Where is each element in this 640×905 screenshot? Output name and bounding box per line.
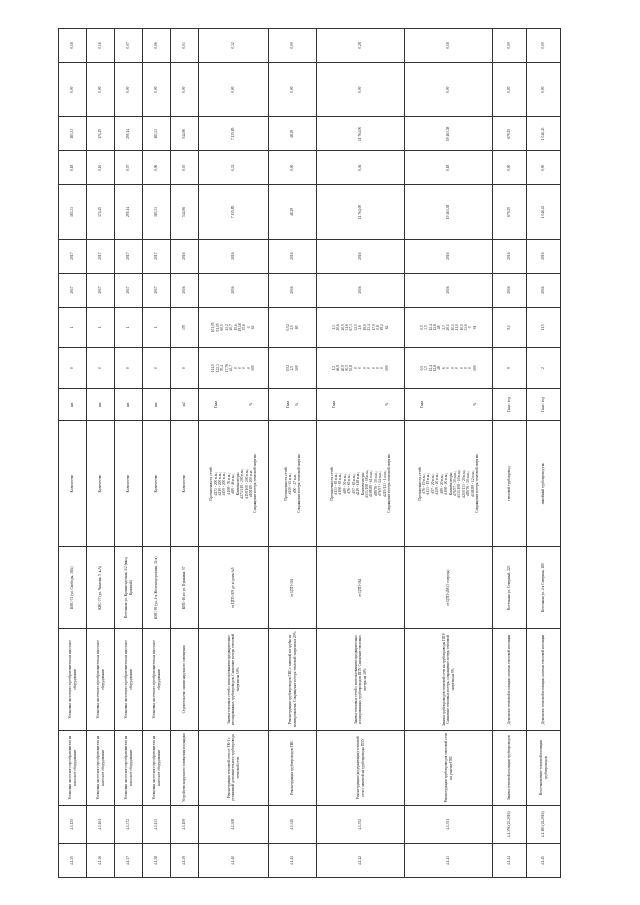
cell-address: Котельная ул. Северный, 223 xyxy=(493,547,527,629)
cell-value-before: 9 xyxy=(493,348,527,389)
cell-cost-total: 174,45 xyxy=(87,185,115,239)
cell-cost-total: 544,96 xyxy=(171,185,199,239)
table-row xyxy=(527,29,561,878)
cell-object-name: Замена тепловой изоляции трубопроводов xyxy=(493,730,527,805)
cell-action-description: Демонтаж тепловой изоляции, монтаж тепловой изоляции xyxy=(493,628,527,730)
cell-indicator: тепловой трубопровод xyxy=(493,420,527,547)
cell-row-number: 4.1.43 xyxy=(405,844,493,878)
cell-value-after: 101,05 91,05 60,5 43,2 40,7 15,6 19,18 35,6 0 62 xyxy=(199,307,269,348)
cell-start-year: 2017 xyxy=(143,273,171,307)
cell-indicator: Количество xyxy=(87,420,115,547)
cell-row-number: 4.1.45 xyxy=(527,844,561,878)
cell-value-before: 2 xyxy=(527,348,561,389)
cell-value-before: 114,5 123,3 70,4 17,76 43,7 0 0 0 0 100 xyxy=(199,348,269,389)
cell-indicator: Количество xyxy=(115,420,143,547)
cell-start-year: 2016 xyxy=(527,273,561,307)
cell-cost-total: 1 046,43 xyxy=(527,185,561,239)
cell-value-before: 0 xyxy=(115,348,143,389)
cell-cost-total: 183,33 xyxy=(143,185,171,239)
cell-value-before: 0,5 3,5 12,4 12,8 48 6 0 0 0 0 0 0 100 xyxy=(405,348,493,389)
cell-value-2: 0,16 xyxy=(87,151,115,185)
cell-value-after: 1 xyxy=(143,307,171,348)
cell-end-year: 2016 xyxy=(269,239,317,273)
cell-value-after: 9,1 xyxy=(493,307,527,348)
cell-value-before: 0 xyxy=(171,348,199,389)
table-body xyxy=(59,29,561,878)
cell-row-code: 4.1.109 xyxy=(171,805,199,843)
cell-value-6: 0,06 xyxy=(143,29,171,63)
cell-value-2: 0,36 xyxy=(317,151,405,185)
cell-cost-total: 7 135,85 xyxy=(199,185,269,239)
cell-indicator: линейный трубопровод гвс xyxy=(527,420,561,547)
cell-row-code: 4.1.135 xyxy=(59,805,87,843)
cell-row-number: 4.1.38 xyxy=(143,844,171,878)
cell-value-2: 0,00 xyxy=(493,151,527,185)
cell-value-5: 0,00 xyxy=(317,63,405,117)
cell-unit: Гкал / год xyxy=(493,389,527,421)
rotated-table-container xyxy=(58,28,618,878)
cell-value-2: 0,07 xyxy=(115,151,143,185)
cell-object-name: Реконструкция (модернизация) тепловой сети с заменой на трубопроводы ППУ xyxy=(317,730,405,805)
cell-end-year: 2016 xyxy=(317,239,405,273)
cell-row-number: 4.1.35 xyxy=(59,844,87,878)
cell-value-5: 0,00 xyxy=(269,63,317,117)
table-row xyxy=(317,29,405,878)
cell-start-year: 2016 xyxy=(493,273,527,307)
cell-start-year: 2017 xyxy=(87,273,115,307)
cell-cost-total: 11 764,00 xyxy=(317,185,405,239)
cell-unit: Гкал / год xyxy=(527,389,561,421)
cell-value-after: 1 xyxy=(59,307,87,348)
cell-value-before: 0 xyxy=(59,348,87,389)
cell-value-2: 0,18 xyxy=(59,151,87,185)
cell-value-after: 0,52 2,5 80 xyxy=(269,307,317,348)
cell-value-before: 0 xyxy=(87,348,115,389)
cell-object-name: Восстановление тепловой изоляции трубопроводов xyxy=(527,730,561,805)
cell-row-code: 4.1.161 xyxy=(87,805,115,843)
table-row xyxy=(493,29,527,878)
cell-value-5: 0,00 xyxy=(171,63,199,117)
cell-action-description: Замена тепловых сетей с использованием предварительно изолированных трубопроводов ППУ. Снижение тепловых потерь на 10% xyxy=(317,628,405,730)
cell-cost-total: 295,14 xyxy=(115,185,143,239)
cell-action-description: Демонтаж тепловой изоляции, монтаж тепловой изоляции xyxy=(527,628,561,730)
cell-start-year: 2016 xyxy=(199,273,269,307)
cell-object-name: Реконструкция трубопроводов тепловой сети на участке ГВС xyxy=(405,730,493,805)
cell-address: КНС-16 по ул. Пушкина, 57 xyxy=(171,547,199,629)
cell-value-6: 0,28 xyxy=(317,29,405,63)
cell-unit: Гкал % xyxy=(405,389,493,421)
cell-value-5: 0,00 xyxy=(527,63,561,117)
cell-end-year: 2016 xyxy=(199,239,269,273)
cell-value-2: 0,00 xyxy=(527,151,561,185)
cell-value-2: 0,03 xyxy=(171,151,199,185)
cell-start-year: 2016 xyxy=(317,273,405,307)
cell-value-2: 0,32 xyxy=(199,151,269,185)
cell-row-code: 4.1.372 xyxy=(115,805,143,843)
cell-address: КНС-77 (ул. Чкалова, 5, к.А) xyxy=(87,547,115,629)
cell-action-description: Установка частотного преобразователя на насосное оборудование xyxy=(59,628,87,730)
investment-program-table xyxy=(58,28,561,878)
cell-action-description: Замена тепловых сетей с использованием предварительно изолированных трубопроводов. Снижение потерь тепловой энергии на 10% xyxy=(199,628,269,730)
cell-unit: шт. xyxy=(143,389,171,421)
cell-cost-total: 679,25 xyxy=(493,185,527,239)
cell-row-number: 4.1.36 xyxy=(87,844,115,878)
cell-object-name: Установка частотного преобразователя на насосное оборудование xyxy=(115,730,143,805)
cell-end-year: 2017 xyxy=(87,239,115,273)
cell-object-name: Установка частотного преобразователя на насосное оборудование xyxy=(87,730,115,805)
cell-cost-financed: 183,33 xyxy=(143,117,171,151)
cell-unit: м2 xyxy=(171,389,199,421)
cell-value-5: 0,00 xyxy=(59,63,87,117)
cell-value-2: 0,18 xyxy=(405,151,493,185)
cell-indicator: Протяженность сетей: d110 - 63 п.м.; d50 - 27 п.м. Сокращение потерь тепловой энергии xyxy=(269,420,317,547)
cell-value-after: 0,5 3,5 12,4 12,8 48 2,7 20,1 10,1 11,0 10,5 33,6 0 91 xyxy=(405,307,493,348)
cell-value-before: 1,2 46,9 40,9 30,5 53,8 0 0 0 0 0 0 0 100 xyxy=(317,348,405,389)
table-row xyxy=(171,29,199,878)
cell-value-after: 370 xyxy=(171,307,199,348)
cell-address: от ЦТП-304 xyxy=(269,547,317,629)
cell-value-2: 0,00 xyxy=(269,151,317,185)
cell-object-name: Реконструкция трубопроводов ГВС xyxy=(269,730,317,805)
cell-cost-financed: 11 764,00 xyxy=(317,117,405,151)
cell-row-code: 4.1.352 xyxy=(317,805,405,843)
cell-value-5: 0,00 xyxy=(87,63,115,117)
cell-action-description: Реконструкция трубопроводов ГВС с заменой на трубы из полипропилена. Сокращение потерь тепловой энергии на 20% xyxy=(269,628,317,730)
cell-object-name: Реконструкция тепловой сети от ТК-1 с установкой дополнительного трубопровода тепловой сети xyxy=(199,730,269,805)
cell-value-6: 0,00 xyxy=(493,29,527,63)
cell-cost-financed: 174,45 xyxy=(87,117,115,151)
cell-value-6: 0,00 xyxy=(527,29,561,63)
cell-indicator: Протяженность сетей: d76 - 19 п.м.; d133 - 19 п.м.; d57 - 20 п.м.; d219 - 20 п.м.; d89 - 20 п.м.; d108 - 20 п.м.; Компенсаторы: d76/57 - 30 п.м.; d133/108 - 10 п.м.; d219/133 - 20 п.м.; d89/76 - 10 п.м.; d108/89 - 12 п.м.; Сокращение потерь тепловой энергии xyxy=(405,420,493,547)
cell-address: КНС-59 (ул. 4-я Железнодорожная, 32-а) xyxy=(143,547,171,629)
cell-start-year: 2017 xyxy=(115,273,143,307)
cell-address: Котельная ул. Кронштадтская, 4/2 (ввод Красный) xyxy=(115,547,143,629)
cell-start-year: 2016 xyxy=(269,273,317,307)
table-row xyxy=(405,29,493,878)
cell-cost-financed: 183,33 xyxy=(59,117,87,151)
cell-address: от ЦТП-458 (3 очередь) xyxy=(405,547,493,629)
cell-start-year: 2017 xyxy=(59,273,87,307)
cell-indicator: Количество xyxy=(143,420,171,547)
cell-end-year: 2017 xyxy=(59,239,87,273)
cell-value-5: 0,00 xyxy=(405,63,493,117)
cell-row-number: 4.1.44 xyxy=(493,844,527,878)
cell-value-6: 0,00 xyxy=(269,29,317,63)
cell-value-6: 0,18 xyxy=(405,29,493,63)
cell-address: Котельная ул. 4-я Северная, 180 xyxy=(527,547,561,629)
cell-cost-financed: 295,14 xyxy=(115,117,143,151)
cell-action-description: Замена трубопроводов тепловой сети на трубопроводы ППУ. Снижение тепловых потерь, сокращение потерь тепловой энергии на 9% xyxy=(405,628,493,730)
cell-address: от ЦТП-362 xyxy=(317,547,405,629)
table-row xyxy=(87,29,115,878)
table-row xyxy=(269,29,317,878)
cell-end-year: 2016 xyxy=(405,239,493,273)
cell-value-after: 11,5 xyxy=(527,307,561,348)
cell-value-6: 0,16 xyxy=(87,29,115,63)
cell-row-number: 4.1.37 xyxy=(115,844,143,878)
cell-unit: шт. xyxy=(59,389,87,421)
cell-address: КНС-74 (ул. Свободы, 38А) xyxy=(59,547,87,629)
cell-row-code: 4.1.356 (23.2016) xyxy=(493,805,527,843)
cell-indicator: Количество xyxy=(171,420,199,547)
cell-row-number: 4.1.39 xyxy=(171,844,199,878)
cell-value-2: 0,06 xyxy=(143,151,171,185)
cell-value-6: 0,03 xyxy=(171,29,199,63)
cell-object-name: Устройство наружного освещения площадки xyxy=(171,730,199,805)
cell-object-name: Установка частотного преобразователя на насосное оборудование xyxy=(59,730,87,805)
cell-row-code: 4.1.351 xyxy=(405,805,493,843)
cell-cost-total: 48,29 xyxy=(269,185,317,239)
cell-cost-total: 183,33 xyxy=(59,185,87,239)
cell-value-5: 0,00 xyxy=(115,63,143,117)
cell-value-after: 1 xyxy=(87,307,115,348)
cell-value-5: 0,00 xyxy=(199,63,269,117)
cell-unit: Гкал % xyxy=(199,389,269,421)
cell-start-year: 2016 xyxy=(171,273,199,307)
cell-unit: Гкал % xyxy=(317,389,405,421)
cell-value-5: 0,00 xyxy=(143,63,171,117)
cell-start-year: 2016 xyxy=(405,273,493,307)
cell-row-code: 4.1.183 (24.2016) xyxy=(527,805,561,843)
cell-cost-financed: 7 135,85 xyxy=(199,117,269,151)
cell-cost-financed: 19 463,38 xyxy=(405,117,493,151)
table-row xyxy=(59,29,87,878)
cell-cost-financed: 544,96 xyxy=(171,117,199,151)
cell-action-description: Строительство линии наружного освещения xyxy=(171,628,199,730)
cell-end-year: 2016 xyxy=(527,239,561,273)
cell-value-after: 1,3 20,6 40,5 31,6 67,3 32,5 2,6 19,0 23,4 17,9 0,8 19,2 62 xyxy=(317,307,405,348)
cell-value-before: 0 xyxy=(143,348,171,389)
cell-action-description: Установка частотного преобразователя на насосное оборудование xyxy=(143,628,171,730)
cell-value-after: 1 xyxy=(115,307,143,348)
cell-row-code: 4.1.133 xyxy=(143,805,171,843)
table-row xyxy=(143,29,171,878)
cell-row-number: 4.1.41 xyxy=(269,844,317,878)
cell-row-code: 4.1.308 xyxy=(199,805,269,843)
cell-cost-total: 19 463,38 xyxy=(405,185,493,239)
cell-row-number: 4.1.42 xyxy=(317,844,405,878)
cell-value-5: 0,00 xyxy=(493,63,527,117)
cell-value-6: 0,32 xyxy=(199,29,269,63)
cell-object-name: Установка частотного преобразователя на насосное оборудование xyxy=(143,730,171,805)
cell-indicator: Количество xyxy=(59,420,87,547)
table-row xyxy=(199,29,269,878)
cell-unit: шт. xyxy=(115,389,143,421)
cell-end-year: 2016 xyxy=(493,239,527,273)
cell-end-year: 2017 xyxy=(143,239,171,273)
cell-cost-financed: 48,29 xyxy=(269,117,317,151)
cell-action-description: Установка частотного преобразователя на насосное оборудование xyxy=(87,628,115,730)
cell-indicator: Протяженность сетей: d133 - 65 п.м.; d108 - 65 п.м.; d89 - 50 п.м.; d76 - 65 п.м.; d57 - 65 п.м.; d219 - 118 п.м.; Компенсаторы: d133/108 - 18 п.м.; d108/89 - 61 п.м.; d89/76 - 30 п.м.; d76/57 - 14 п.м.; d219/133 - 1 п.м.; Сокращение потерь тепловой энергии xyxy=(317,420,405,547)
cell-unit: шт. xyxy=(87,389,115,421)
cell-value-6: 0,07 xyxy=(115,29,143,63)
table-row xyxy=(115,29,143,878)
cell-address: от ЦТП-309 до ж/дома №5 xyxy=(199,547,269,629)
cell-cost-financed: 679,25 xyxy=(493,117,527,151)
cell-row-number: 4.1.40 xyxy=(199,844,269,878)
cell-unit: Гкал % xyxy=(269,389,317,421)
cell-indicator: Протяженность сетей: d273 - 200 п.м.; d219 - 200 п.м.; d159 - 200 п.м.; d108 - 76 п.м.; d89 - 46 п.м.; Компенсаторы: d273/219 - 200 п.м.; d159/100 - 200 п.м.; d108/89 - 200 п.м. Сокращение потерь тепловой энергии xyxy=(199,420,269,547)
cell-cost-financed: 1 046,43 xyxy=(527,117,561,151)
cell-end-year: 2016 xyxy=(171,239,199,273)
cell-value-6: 0,18 xyxy=(59,29,87,63)
cell-action-description: Установка частотного преобразователя на насосное оборудование xyxy=(115,628,143,730)
cell-value-before: 0,52 2,5 100 xyxy=(269,348,317,389)
cell-row-code: 4.1.345 xyxy=(269,805,317,843)
cell-end-year: 2017 xyxy=(115,239,143,273)
